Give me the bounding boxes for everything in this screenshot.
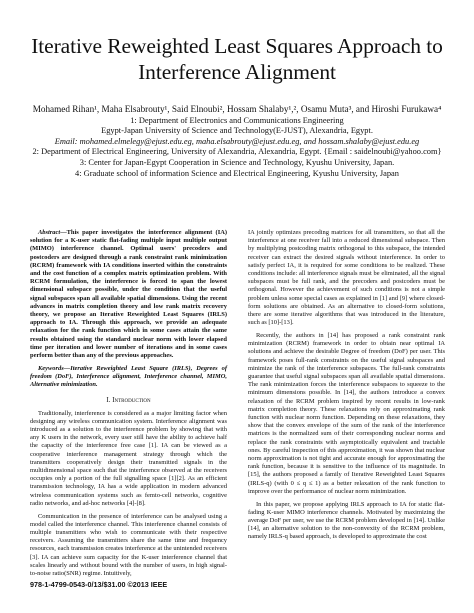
email-line-1: Email: mohamed.elmelegy@ejust.edu.eg, maha.elsabrouty@ejust.edu.eg, and hossam.shalaby@ejust.edu.eg <box>54 136 420 146</box>
affiliation-1-institution: Egypt-Japan University of Science and Technology(E-JUST), Alexandria, Egypt. <box>101 126 373 136</box>
author-names: Mohamed Rihan¹, Maha Elsabrouty¹, Said Elnoubi², Hossam Shalaby¹,², Osamu Muta³, and Hiroshi Furukawa⁴ <box>32 104 442 114</box>
abstract-lead: Abstract <box>38 229 61 236</box>
affiliation-4: 4: Graduate school of information Science and Electrical Engineering, Kyushu University, Japan <box>75 168 399 178</box>
keywords-lead: Keywords <box>38 364 64 372</box>
intro-paragraph-1: Traditionally, interference is considered as a major limiting factor when designing any wireless communication system. Interference alignment was introduced as a solution to the interference problem by showing that with any K users in the network, every user still have the ability to achieve half the capacity of the interference free case [1]. IA can be viewed as a cooperative interference management strategy through which the transmitters cooperatively design their transmitted signals in the multidimensional space such that the interference observed at the receivers occupies only a portion of the full signalling space [1][2]. As an efficient transmission technology, IA has a wide application in modern advanced wireless communication systems such as femto-cell networks, cognitive radio networks, and ad-hoc networks [4]-[8]. <box>30 409 227 507</box>
abstract <box>30 229 227 360</box>
affiliation-3: 3: Center for Japan-Egypt Cooperation in Science and Technology, Kyushu University, Japan. <box>79 157 395 167</box>
copyright-footer: 978-1-4799-0543-0/13/$31.00 ©2013 IEEE <box>30 580 168 589</box>
section-heading-introduction: I. Introduction <box>106 396 151 405</box>
affiliation-1: 1: Department of Electronics and Communications Engineering <box>130 115 344 125</box>
affiliation-2: 2: Department of Electrical Engineering, University of Alexandria, Alexandria, Egypt. {Email : saidelnoubi@yahoo.com} <box>32 147 442 157</box>
left-column <box>30 229 227 583</box>
intro-paragraph-2: Communication in the presence of interference can be analysed using a model called the interference channel. This interference channel consists of multiple transmitters who wish to communicate with their respective receivers. Assuming the transmitters share the same time and frequency resources, each transmission creates interference at the unintended receivers [3]. IA can achieve sum capacity for the K-user interference channel that scales linearly and without bound with the number of users, in high signal-to-noise ratio(SNR) regime. Intuitively, <box>30 512 227 577</box>
keywords-text: —Iterative Reweighted Least Square (IRLS), Degrees of freedom (DoF), Interference alignment, Interference channel, MIMO, Alternative minimization. <box>30 364 227 389</box>
keywords <box>30 365 227 390</box>
right-paragraph-3: In this paper, we propose applying IRLS approach to IA for static flat-fading K-user MIMO interference channels. Motivated by maximizing the average DoF per user, we use the RCRM problem developed in [14]. Unlike [14], an alternative solution to the non-convexity of the RCRM problem, namely IRLS-q based approach, is developed to approximate the cost <box>248 500 445 541</box>
right-column <box>248 229 445 546</box>
right-paragraph-2: Recently, the authors in [14] has proposed a rank constraint rank minimization (RCRM) framework in order to obtain near optimal IA solutions and achieve the desirable Degree of freedom (DoF) per user. This framework poses full-rank constraints on the useful signal subspaces and minimize the rank of the interference subspaces. The full-rank constraints guarantee that useful signal subspaces span all available spatial dimensions. The rank minimization forces the interference subspaces to squeeze to the minimum dimensions possible. In [14], the authors introduce a convex relaxation of the RCRM problem inspired by recent results in low-rank matrix completion theory. These relaxations rely on approximating rank function with nuclear norm function. Depending on these relaxations, they show that the convex envelope of the sum of the rank of the interference matrices is the normalized sum of their corresponding nuclear norms and replace the rank constraints with asymptotically equivalent and tractable ones. By careful inspection of this approximation, it was shown that nuclear norm approximation is not tight and accurate enough for approximating the rank function, because it is sensitive to the influence of its magnitude. In [15], the authors proposed a family of Iterative Reweighted Least Squares (IRLS-q) (with 0 ≤ q ≤ 1) as a better relaxation of the rank function to improve over the performance of nuclear norm minimization. <box>248 331 445 495</box>
author-block <box>22 104 452 179</box>
paper-title: Iterative Reweighted Least Squares Approach to Interference Alignment <box>31 34 443 84</box>
right-paragraph-1: IA jointly optimizes precoding matrices for all transmitters, so that all the interference at one receiver fall into a reduced dimensional subspace. Then by multiplying postcoding matrix orthogonal to this subspace, the intended receiver can extract the desired signals without interference. In order to satisfy perfect IA, it is required for some conditions to be realized. These conditions include: all interference signals must be eliminated, all the signal subspaces must be full rank, and the precoders and postcoders must be orthogonal. However the achievement of such conditions is not a simple problem unless some special cases as explained in [1] and [9] where closed-form solutions are obtained. As an alternative to closed-form solutions, there are some iterative algorithms that was introduced in the literature, such as [10]-[13]. <box>248 229 445 327</box>
abstract-text: —This paper investigates the interference alignment (IA) solution for a K-user static flat-fading multiple input multiple output (MIMO) interference channel. Optimal users' precoders and postcoders are designed through a rank constraint rank minimization (RCRM) framework with IA conditions inserted within the constraints and the cost function of a complex matrix optimization problem. With RCRM formulation, the interference is forced to span the lowest dimensional subspace possible, under the condition that the useful signal subspaces span all available spatial dimensions. Using the recent advances in matrix completion theory and low rank matrix recovery theory, we propose an Iterative Reweighted Least Squares (IRLS) approach to IA. Through this approach, we provide an adequate relaxation for the rank function which in some cases attain the same results obtained using the standard nuclear norm with lower elapsed time per iteration and lower number of iterations and in some cases perform better than any of the previous approaches. <box>30 229 227 360</box>
